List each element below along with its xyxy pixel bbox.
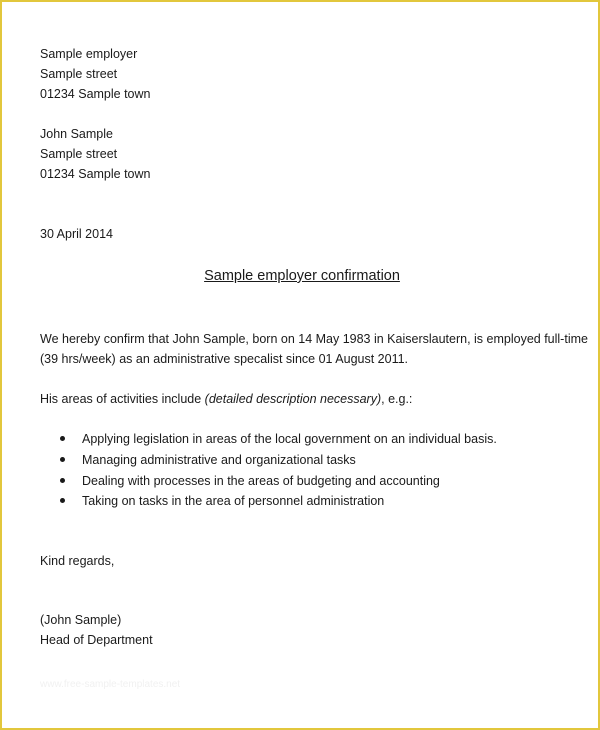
list-item: Taking on tasks in the area of personnel administration [60, 493, 384, 509]
activities-italic: (detailed description necessary) [204, 392, 382, 406]
body-line-2: (39 hrs/week) as an administrative specalist since 01 August 2011. [40, 352, 409, 366]
body-line-1: We hereby confirm that John Sample, born on 14 May 1983 in Kaiserslautern, is employed full-time [40, 332, 588, 346]
bullet-icon [60, 473, 82, 489]
activities-suffix: , e.g.: [381, 392, 413, 406]
watermark: www.free-sample-templates.net [40, 679, 181, 690]
recipient-name: John Sample [40, 127, 113, 141]
letter-title: Sample employer confirmation [204, 268, 400, 284]
sender-town: 01234 Sample town [40, 87, 151, 101]
list-item: Managing administrative and organizational tasks [60, 452, 356, 468]
sender-name: Sample employer [40, 47, 138, 61]
activities-intro [40, 391, 412, 407]
recipient-street: Sample street [40, 147, 118, 161]
signature-position: Head of Department [40, 633, 153, 647]
signature-name: (John Sample) [40, 613, 122, 627]
bullet-icon [60, 431, 82, 447]
list-item: Applying legislation in areas of the local government on an individual basis. [60, 431, 497, 447]
bullet-icon [60, 493, 82, 509]
list-item: Dealing with processes in the areas of budgeting and accounting [60, 473, 440, 489]
sender-street: Sample street [40, 67, 118, 81]
recipient-town: 01234 Sample town [40, 167, 151, 181]
bullet-icon [60, 452, 82, 468]
closing: Kind regards, [40, 554, 115, 568]
activities-prefix: His areas of activities include [40, 392, 205, 406]
letter-date: 30 April 2014 [40, 227, 113, 241]
